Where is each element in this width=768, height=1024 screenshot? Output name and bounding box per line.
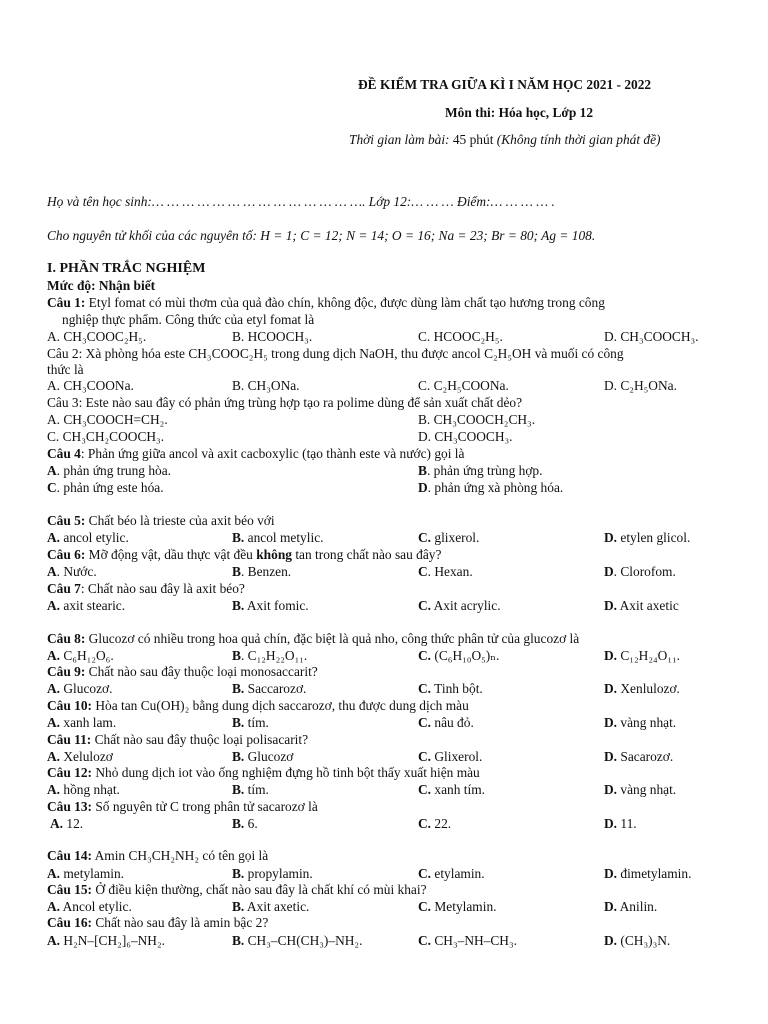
q5-option-b[interactable]: [232, 529, 323, 546]
option-text: tím.: [244, 715, 269, 730]
option-text: . phản ứng trùng hợp.: [426, 463, 543, 478]
q4-option-d[interactable]: [418, 479, 563, 496]
q2-option-b[interactable]: B. CH₃ONa.: [232, 378, 300, 393]
question-5: [47, 512, 275, 529]
option-text: . C₁₂H₂₂O₁₁.: [240, 648, 308, 663]
option-text: Glixerol.: [431, 749, 483, 764]
question-7: [47, 580, 245, 597]
time-label: Thời gian làm bài:: [349, 132, 450, 147]
option-letter: B: [418, 463, 427, 478]
option-text: . Benzen.: [240, 564, 292, 579]
q10-option-d[interactable]: [604, 714, 676, 731]
question-label: Câu 13:: [47, 799, 93, 814]
q8-option-a[interactable]: [47, 647, 114, 664]
question-label: Câu 14:: [47, 848, 93, 863]
option-text: . phản ứng este hóa.: [56, 480, 164, 495]
option-text: metylamin.: [60, 866, 124, 881]
q7-option-d[interactable]: [604, 597, 679, 614]
question-3: Câu 3: Este nào sau đây có phản ứng trùng hợp tạo ra polime dùng để sản xuất chất dẻo?: [47, 395, 523, 410]
option-letter: B.: [232, 782, 245, 797]
option-letter: C.: [418, 715, 432, 730]
option-text: Anilin.: [617, 899, 658, 914]
question-text-end: tan trong chất nào sau đây?: [291, 547, 442, 562]
option-letter: B.: [232, 899, 245, 914]
question-1: [47, 294, 605, 311]
q4-option-c[interactable]: [47, 479, 164, 496]
option-text: (CH₃)₃N.: [617, 933, 671, 948]
option-letter: B.: [232, 681, 245, 696]
q14-option-c[interactable]: [418, 865, 485, 882]
option-letter: A.: [47, 598, 61, 613]
option-text: CH₃–CH(CH₃)–NH₂.: [244, 933, 363, 948]
option-letter: A.: [47, 782, 61, 797]
question-text: Số nguyên tử C trong phân tử sacarozơ là: [92, 799, 318, 814]
option-text: tím.: [244, 782, 269, 797]
q2-option-d[interactable]: D. C₂H₅ONa.: [604, 378, 677, 393]
q6-option-b[interactable]: [232, 563, 291, 580]
q12-option-a[interactable]: [47, 781, 120, 798]
question-10: [47, 697, 469, 714]
q5-option-c[interactable]: [418, 529, 479, 546]
option-letter: D.: [604, 866, 618, 881]
option-letter: B: [232, 648, 241, 663]
q10-option-c[interactable]: [418, 714, 474, 731]
q1-option-b[interactable]: B. HCOOCH₃.: [232, 329, 313, 344]
option-text: C₁₂H₂₄O₁₁.: [617, 648, 681, 663]
option-text: Metylamin.: [431, 899, 497, 914]
exam-time: [349, 131, 661, 148]
q3-option-b[interactable]: B. CH₃COOCH₂CH₃.: [418, 412, 536, 427]
option-text: xanh lam.: [60, 715, 117, 730]
question-16: [47, 914, 268, 931]
question-text: : Phản ứng giữa ancol và axit cacboxylic (tạo thành este và nước) gọi là: [80, 446, 465, 461]
q12-option-b[interactable]: [232, 781, 269, 798]
question-text: Ở điều kiện thường, chất nào sau đây là chất khí có mùi khai?: [92, 882, 427, 897]
option-text: Xenlulozơ.: [617, 681, 680, 696]
q13-option-a[interactable]: [50, 815, 83, 832]
option-text: glixerol.: [431, 530, 480, 545]
q16-option-c[interactable]: [418, 932, 517, 949]
q10-option-b[interactable]: [232, 714, 269, 731]
question-11: [47, 731, 308, 748]
question-1-cont: nghiệp thực phẩm. Công thức của etyl fomat là: [62, 312, 315, 327]
q12-option-d[interactable]: [604, 781, 676, 798]
option-letter: D: [418, 480, 428, 495]
question-text: Glucozơ có nhiều trong hoa quả chín, đặc biệt là quả nho, công thức phân tử của glucozơ là: [85, 631, 580, 646]
q5-option-d[interactable]: [604, 529, 690, 546]
q8-option-b[interactable]: [232, 647, 307, 664]
q3-option-c[interactable]: C. CH₃CH₂COOCH₃.: [47, 429, 165, 444]
option-letter: C.: [418, 933, 432, 948]
question-text: Nhỏ dung dịch iot vào ống nghiệm đựng hồ tinh bột thấy xuất hiện màu: [92, 765, 480, 780]
option-letter: D.: [604, 648, 618, 663]
q5-option-a[interactable]: [47, 529, 129, 546]
time-note: (Không tính thời gian phát đề): [496, 132, 661, 147]
question-text: : Chất nào sau đây là axit béo?: [80, 581, 245, 596]
option-text: propylamin.: [244, 866, 313, 881]
option-text: nâu đỏ.: [431, 715, 474, 730]
q8-option-d[interactable]: [604, 647, 680, 664]
question-label: Câu 16:: [47, 915, 93, 930]
q4-option-a[interactable]: [47, 462, 171, 479]
option-letter: B.: [232, 816, 245, 831]
question-text: Etyl fomat có mùi thơm của quả đào chín, không độc, được dùng làm chất tạo hương trong công: [85, 295, 605, 310]
q2-option-c[interactable]: C. C₂H₅COONa.: [418, 378, 509, 393]
option-letter: C.: [418, 598, 432, 613]
question-8: [47, 630, 579, 647]
question-text: Amin CH₃CH₂NH₂ có tên gọi là: [92, 848, 269, 863]
option-letter: A.: [47, 933, 61, 948]
option-letter: B.: [232, 933, 245, 948]
q8-option-c[interactable]: [418, 647, 499, 664]
option-letter: C.: [418, 681, 432, 696]
question-label: Câu 12:: [47, 765, 93, 780]
q16-option-b[interactable]: [232, 932, 362, 949]
q13-option-c[interactable]: [418, 815, 451, 832]
option-text: . phản ứng trung hòa.: [56, 463, 172, 478]
option-text: đimetylamin.: [617, 866, 692, 881]
option-letter: B.: [232, 749, 245, 764]
q13-option-d[interactable]: [604, 815, 637, 832]
option-text: CH₃–NH–CH₃.: [431, 933, 517, 948]
option-letter: C: [47, 480, 57, 495]
option-text: . phản ứng xà phòng hóa.: [427, 480, 564, 495]
question-text: Hòa tan Cu(OH)₂ bằng dung dịch saccarozơ, thu được dung dịch màu: [92, 698, 469, 713]
question-15: [47, 881, 427, 898]
q7-option-a[interactable]: [47, 597, 125, 614]
q15-option-b[interactable]: [232, 898, 309, 915]
option-letter: C.: [418, 530, 432, 545]
q6-option-d[interactable]: [604, 563, 676, 580]
q9-option-d[interactable]: [604, 680, 680, 697]
option-letter: C.: [418, 866, 432, 881]
option-letter: A.: [47, 648, 61, 663]
option-text: Axit fomic.: [244, 598, 309, 613]
exam-subject: Môn thi: Hóa học, Lớp 12: [445, 105, 594, 120]
option-letter: C.: [418, 899, 432, 914]
q15-option-c[interactable]: [418, 898, 497, 915]
option-letter: D.: [604, 782, 618, 797]
option-text: Glucozơ.: [60, 681, 113, 696]
question-label: Câu 1:: [47, 295, 86, 310]
q1-option-d[interactable]: D. CH₃COOCH₃.: [604, 329, 699, 344]
option-letter: A.: [47, 530, 61, 545]
q11-option-b[interactable]: [232, 748, 293, 765]
option-text: Xelulozơ: [60, 749, 113, 764]
question-label: Câu 4: [47, 446, 81, 461]
option-letter: A.: [47, 749, 61, 764]
option-text: ancol etylic.: [60, 530, 129, 545]
question-emphasis: không: [256, 547, 292, 562]
option-text: Axit acrylic.: [431, 598, 501, 613]
question-label: Câu 8:: [47, 631, 86, 646]
option-text: axit stearic.: [60, 598, 126, 613]
q7-option-b[interactable]: [232, 597, 309, 614]
time-value: 45 phút: [449, 132, 497, 147]
q1-option-a[interactable]: A. CH₃COOC₂H₅.: [47, 329, 147, 344]
option-text: . Clorofom.: [613, 564, 676, 579]
option-letter: B.: [232, 866, 245, 881]
option-text: 22.: [431, 816, 452, 831]
question-text: Chất nào sau đây thuộc loại monosaccarit?: [85, 664, 318, 679]
option-letter: D.: [604, 933, 618, 948]
q9-option-a[interactable]: [47, 680, 112, 697]
option-letter: C.: [418, 648, 432, 663]
q16-option-d[interactable]: [604, 932, 670, 949]
option-letter: C.: [418, 782, 432, 797]
option-letter: B.: [232, 598, 245, 613]
option-text: (C₆H₁₀O₅)ₙ.: [431, 648, 500, 663]
q1-option-c[interactable]: C. HCOOC₂H₅.: [418, 329, 503, 344]
option-letter: D.: [604, 715, 618, 730]
option-text: 11.: [617, 816, 637, 831]
question-label: Câu 10:: [47, 698, 93, 713]
q11-option-a[interactable]: [47, 748, 113, 765]
option-text: Saccarozơ.: [244, 681, 307, 696]
question-9: [47, 663, 318, 680]
atomic-masses: Cho nguyên tử khối của các nguyên tố: H = 1; C = 12; N = 14; O = 16; Na = 23; Br = 80; Ag = 108.: [47, 228, 596, 243]
question-4: [47, 445, 464, 462]
option-letter: A.: [47, 899, 61, 914]
difficulty-level: Mức độ: Nhận biết: [47, 278, 156, 293]
option-letter: A: [47, 463, 57, 478]
option-text: 12.: [63, 816, 84, 831]
question-text: Chất nào sau đây thuộc loại polisacarit?: [91, 732, 309, 747]
option-letter: D.: [604, 899, 618, 914]
option-letter: C.: [418, 749, 432, 764]
option-letter: A.: [50, 816, 64, 831]
option-letter: C.: [418, 816, 432, 831]
question-12: [47, 764, 480, 781]
option-text: Axit axetic.: [244, 899, 310, 914]
q4-option-b[interactable]: [418, 462, 542, 479]
option-letter: D.: [604, 530, 618, 545]
option-letter: D.: [604, 681, 618, 696]
option-text: H₂N–[CH₂]₆–NH₂.: [60, 933, 165, 948]
question-label: Câu 9:: [47, 664, 86, 679]
option-text: xanh tím.: [431, 782, 485, 797]
exam-title: ĐỀ KIỂM TRA GIỮA KÌ I NĂM HỌC 2021 - 2022: [358, 77, 652, 92]
option-text: etylamin.: [431, 866, 485, 881]
option-letter: B.: [232, 530, 245, 545]
question-label: Câu 15:: [47, 882, 93, 897]
question-label: Câu 6:: [47, 547, 86, 562]
q12-option-c[interactable]: [418, 781, 485, 798]
q16-option-a[interactable]: [47, 932, 165, 949]
option-letter: A.: [47, 715, 61, 730]
option-text: Axit axetic: [617, 598, 679, 613]
question-label: Câu 11:: [47, 732, 92, 747]
question-label: Câu 5:: [47, 513, 86, 528]
option-text: Sacarozơ.: [617, 749, 674, 764]
q14-option-b[interactable]: [232, 865, 313, 882]
option-text: vàng nhạt.: [617, 715, 677, 730]
q3-option-d[interactable]: D. CH₃COOCH₃.: [418, 429, 513, 444]
q2-option-a[interactable]: A. CH₃COONa.: [47, 378, 134, 393]
option-text: Ancol etylic.: [60, 899, 132, 914]
q9-option-b[interactable]: [232, 680, 306, 697]
option-text: Glucozơ: [244, 749, 294, 764]
q13-option-b[interactable]: [232, 815, 258, 832]
option-letter: B: [232, 564, 241, 579]
question-6: [47, 546, 441, 563]
option-letter: D.: [604, 816, 618, 831]
option-text: . Nước.: [56, 564, 97, 579]
q9-option-c[interactable]: [418, 680, 483, 697]
question-2-cont: thức là: [47, 362, 84, 377]
q6-option-c[interactable]: [418, 563, 473, 580]
option-letter: D.: [604, 749, 618, 764]
question-text: Chất nào sau đây là amin bậc 2?: [92, 915, 269, 930]
option-letter: C: [418, 564, 428, 579]
q15-option-a[interactable]: [47, 898, 132, 915]
question-2: Câu 2: Xà phòng hóa este CH₃COOC₂H₅ trong dung dịch NaOH, thu được ancol C₂H₅OH và muối có công: [47, 346, 624, 361]
option-text: Tinh bột.: [431, 681, 483, 696]
option-text: C₆H₁₂O₆.: [60, 648, 114, 663]
question-13: [47, 798, 318, 815]
question-text: Mỡ động vật, dầu thực vật đều: [85, 547, 257, 562]
section-title: I. PHẦN TRẮC NGHIỆM: [47, 261, 206, 276]
option-text: hồng nhạt.: [60, 782, 120, 797]
q14-option-d[interactable]: [604, 865, 691, 882]
question-label: Câu 7: [47, 581, 81, 596]
q7-option-c[interactable]: [418, 597, 501, 614]
option-text: etylen glicol.: [617, 530, 691, 545]
student-info-line: Họ và tên học sinh:… … … … … … … … … … … … … …. Lớp 12:… … … Điểm:… … … … .: [47, 194, 555, 209]
q10-option-a[interactable]: [47, 714, 116, 731]
question-14: [47, 847, 268, 864]
option-text: 6.: [244, 816, 258, 831]
q6-option-a[interactable]: [47, 563, 97, 580]
option-letter: A.: [47, 681, 61, 696]
option-text: ancol metylic.: [244, 530, 324, 545]
question-text: Chất béo là trieste của axit béo với: [85, 513, 275, 528]
q11-option-d[interactable]: [604, 748, 673, 765]
option-letter: A: [47, 564, 57, 579]
option-letter: B.: [232, 715, 245, 730]
q15-option-d[interactable]: [604, 898, 657, 915]
option-text: vàng nhạt.: [617, 782, 677, 797]
option-letter: D: [604, 564, 614, 579]
q14-option-a[interactable]: [47, 865, 124, 882]
option-letter: A.: [47, 866, 61, 881]
q3-option-a[interactable]: A. CH₃COOCH=CH₂.: [47, 412, 168, 427]
option-letter: D.: [604, 598, 618, 613]
option-text: . Hexan.: [427, 564, 473, 579]
q11-option-c[interactable]: [418, 748, 482, 765]
